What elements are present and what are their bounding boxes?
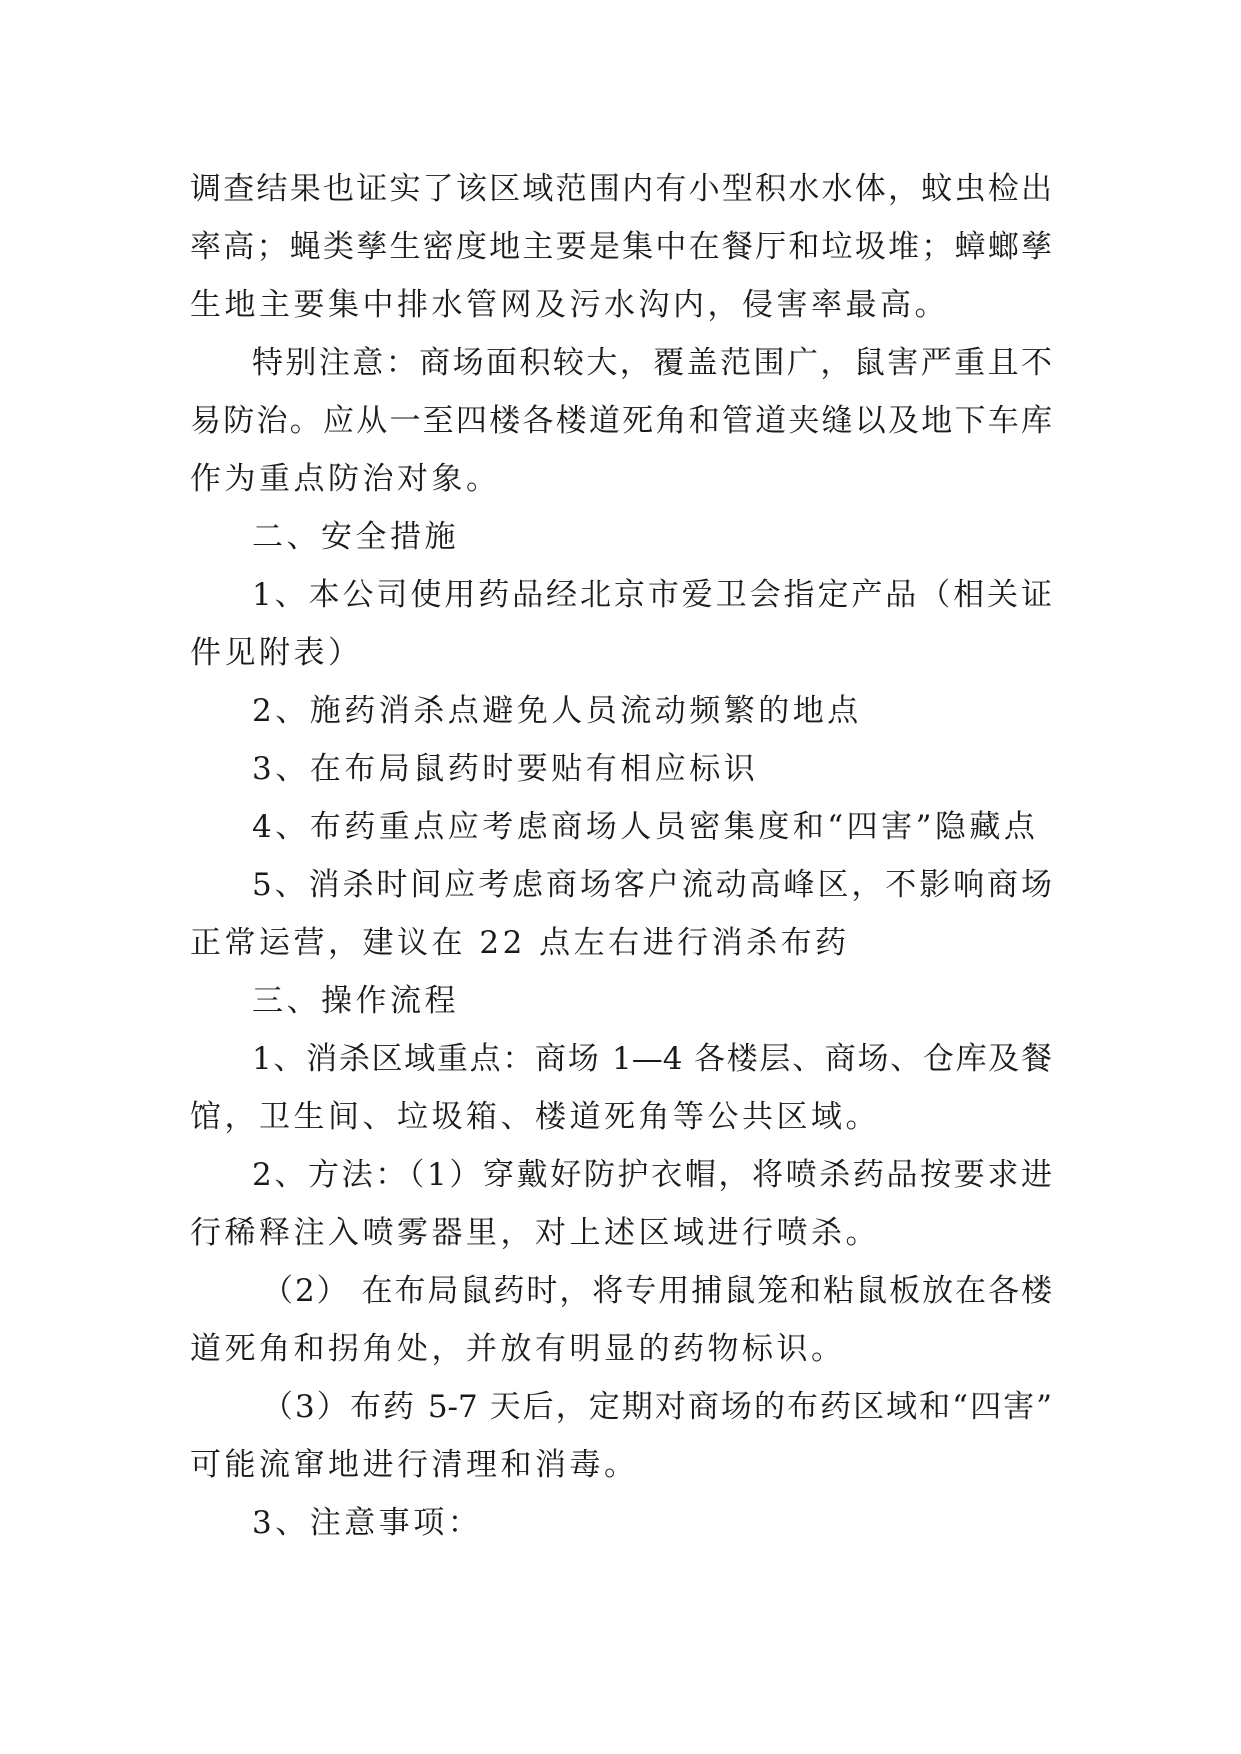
paragraph-line: 作为重点防治对象。 xyxy=(190,461,501,497)
paragraph-line: 易防治。应从一至四楼各楼道死角和管道夹缝以及地下车库 xyxy=(190,403,1052,439)
paragraph-line: 道死角和拐角处，并放有明显的药物标识。 xyxy=(190,1331,846,1367)
paragraph-line: 特别注意：商场面积较大，覆盖范围广，鼠害严重且不 xyxy=(252,345,1052,381)
list-item: 4、布药重点应考虑商场人员密集度和“四害”隐藏点 xyxy=(252,809,1039,845)
list-item: 3、注意事项： xyxy=(252,1505,483,1541)
list-item: 3、在布局鼠药时要贴有相应标识 xyxy=(252,751,759,787)
paragraph-line: 馆，卫生间、垃圾箱、楼道死角等公共区域。 xyxy=(190,1099,880,1135)
list-item: 2、施药消杀点避免人员流动频繁的地点 xyxy=(252,693,862,729)
section-heading: 二、安全措施 xyxy=(252,519,459,555)
list-item: 1、消杀区域重点：商场 1—4 各楼层、商场、仓库及餐 xyxy=(252,1041,1052,1077)
list-item: 5、消杀时间应考虑商场客户流动高峰区，不影响商场 xyxy=(252,867,1052,903)
paragraph-line: 件见附表） xyxy=(190,635,363,671)
section-heading: 三、操作流程 xyxy=(252,983,459,1019)
paragraph-line: 正常运营，建议在 22 点左右进行消杀布药 xyxy=(190,925,850,961)
paragraph-line: 调查结果也证实了该区域范围内有小型积水水体，蚊虫检出 xyxy=(190,171,1052,207)
list-item: 2、方法：（1）穿戴好防护衣帽，将喷杀药品按要求进 xyxy=(252,1157,1052,1193)
paragraph-line: 行稀释注入喷雾器里，对上述区域进行喷杀。 xyxy=(190,1215,880,1251)
list-item: （3）布药 5-7 天后，定期对商场的布药区域和“四害” xyxy=(262,1389,1052,1425)
paragraph-line: 率高；蝇类孳生密度地主要是集中在餐厅和垃圾堆；蟑螂孳 xyxy=(190,229,1052,265)
list-item: （2） 在布局鼠药时，将专用捕鼠笼和粘鼠板放在各楼 xyxy=(262,1273,1052,1309)
paragraph-line: 1、本公司使用药品经北京市爱卫会指定产品（相关证 xyxy=(252,577,1052,613)
body-text xyxy=(190,160,1052,1552)
paragraph-line: 可能流窜地进行清理和消毒。 xyxy=(190,1447,639,1483)
paragraph-line: 生地主要集中排水管网及污水沟内，侵害率最高。 xyxy=(190,287,949,323)
